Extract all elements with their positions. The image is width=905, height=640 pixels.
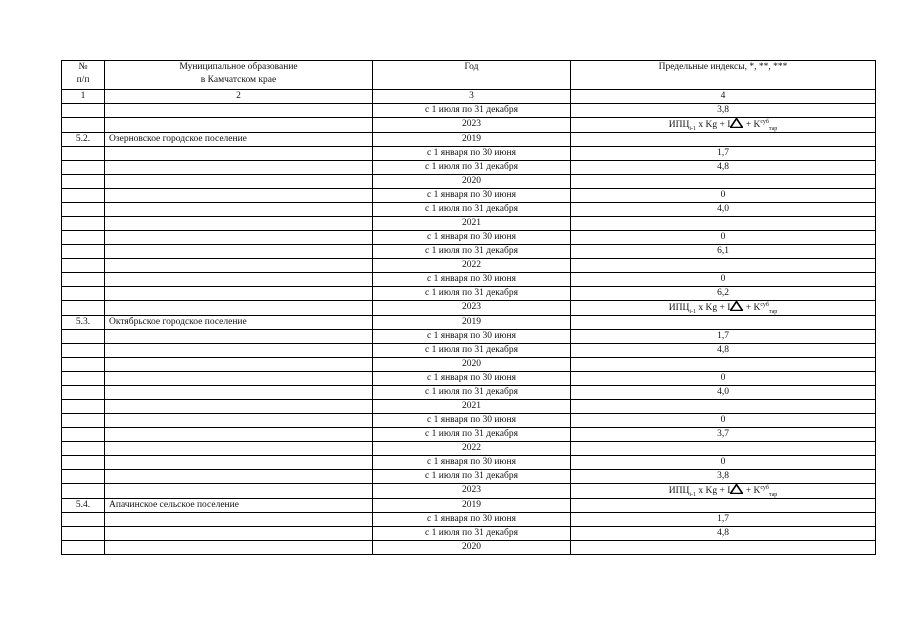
- header-municipality-label-2: в Камчатском крае: [200, 75, 277, 85]
- formula-sup-sub: суб: [760, 118, 769, 125]
- header-indices: [571, 61, 876, 90]
- header-num-label: №: [78, 62, 88, 72]
- row-value: [571, 133, 876, 147]
- row-municipality: [105, 358, 373, 372]
- row-value: [571, 484, 876, 499]
- row-municipality: [105, 104, 373, 118]
- row-municipality: [105, 330, 373, 344]
- row-year: с 1 июля по 31 декабря: [373, 428, 571, 442]
- formula-sub-tar: тар: [768, 491, 778, 498]
- row-municipality: [105, 259, 373, 273]
- row-year: 2019: [373, 499, 571, 513]
- row-value: 0: [571, 372, 876, 386]
- formula-plus-k: + K: [743, 303, 761, 313]
- formula-sub-index: i-1: [689, 308, 696, 315]
- header-municipality: [105, 61, 373, 90]
- row-year: с 1 января по 30 июня: [373, 189, 571, 203]
- row-year: с 1 января по 30 июня: [373, 372, 571, 386]
- row-municipality: [105, 147, 373, 161]
- row-value: 6,1: [571, 245, 876, 259]
- row-year: 2020: [373, 358, 571, 372]
- row-municipality: [105, 245, 373, 259]
- row-year: с 1 января по 30 июня: [373, 330, 571, 344]
- table-row: [62, 484, 876, 499]
- row-municipality: [105, 400, 373, 414]
- row-number: [62, 273, 105, 287]
- table-row: [62, 330, 876, 344]
- row-municipality: [105, 287, 373, 301]
- row-municipality: Озерновское городское поселение: [105, 133, 373, 147]
- table-row: [62, 189, 876, 203]
- row-year: с 1 июля по 31 декабря: [373, 203, 571, 217]
- table-row: [62, 301, 876, 316]
- row-number: [62, 414, 105, 428]
- row-year: с 1 июля по 31 декабря: [373, 344, 571, 358]
- row-municipality: [105, 414, 373, 428]
- formula-cpi: ИПЦ: [668, 303, 690, 313]
- row-number: [62, 372, 105, 386]
- table-row: [62, 273, 876, 287]
- row-number: [62, 161, 105, 175]
- row-municipality: [105, 189, 373, 203]
- row-municipality: [105, 372, 373, 386]
- row-value: [571, 118, 876, 133]
- row-number: [62, 456, 105, 470]
- row-number: 5.3.: [62, 316, 105, 330]
- row-year: 2019: [373, 316, 571, 330]
- row-number: [62, 513, 105, 527]
- row-number: [62, 400, 105, 414]
- row-year: с 1 января по 30 июня: [373, 231, 571, 245]
- row-municipality: [105, 273, 373, 287]
- table-row: [62, 386, 876, 400]
- table-row: [62, 499, 876, 513]
- row-year: с 1 января по 30 июня: [373, 273, 571, 287]
- row-value: 4,0: [571, 386, 876, 400]
- row-number: [62, 527, 105, 541]
- row-value: 0: [571, 273, 876, 287]
- table-row: [62, 217, 876, 231]
- row-value: [571, 217, 876, 231]
- row-year: с 1 января по 30 июня: [373, 414, 571, 428]
- table-header-row: [62, 61, 876, 90]
- row-year: с 1 июля по 31 декабря: [373, 161, 571, 175]
- row-year: с 1 января по 30 июня: [373, 147, 571, 161]
- table-row: [62, 161, 876, 175]
- table-row: [62, 287, 876, 301]
- row-number: [62, 245, 105, 259]
- table-row: [62, 104, 876, 118]
- row-value: 3,8: [571, 104, 876, 118]
- table-row: [62, 344, 876, 358]
- row-municipality: Апачинское сельское поселение: [105, 499, 373, 513]
- row-municipality: [105, 344, 373, 358]
- row-number: [62, 484, 105, 499]
- formula-sup-sub: суб: [760, 301, 769, 308]
- row-number: [62, 217, 105, 231]
- row-value: [571, 442, 876, 456]
- row-municipality: [105, 217, 373, 231]
- row-year: с 1 июля по 31 декабря: [373, 470, 571, 484]
- row-municipality: [105, 386, 373, 400]
- row-value: 4,8: [571, 344, 876, 358]
- row-value: 4,8: [571, 161, 876, 175]
- row-municipality: [105, 456, 373, 470]
- row-number: [62, 189, 105, 203]
- formula-plus-k: + K: [743, 486, 761, 496]
- row-year: с 1 июля по 31 декабря: [373, 104, 571, 118]
- table-row: [62, 428, 876, 442]
- row-year: 2023: [373, 118, 571, 133]
- row-number: [62, 231, 105, 245]
- row-value: 0: [571, 231, 876, 245]
- formula-sub-tar: тар: [768, 125, 778, 132]
- table-row: [62, 316, 876, 330]
- row-number: [62, 541, 105, 555]
- header-num: [62, 61, 105, 90]
- column-numbers-row: [62, 90, 876, 104]
- row-year: с 1 июля по 31 декабря: [373, 245, 571, 259]
- row-municipality: Октябрьское городское поселение: [105, 316, 373, 330]
- row-municipality: [105, 118, 373, 133]
- row-number: [62, 118, 105, 133]
- row-municipality: [105, 203, 373, 217]
- table-row: [62, 259, 876, 273]
- delta-icon: [730, 484, 743, 494]
- row-municipality: [105, 175, 373, 189]
- table-row: [62, 175, 876, 189]
- row-number: [62, 203, 105, 217]
- row-number: [62, 301, 105, 316]
- row-value: [571, 301, 876, 316]
- table-row: [62, 231, 876, 245]
- row-municipality: [105, 541, 373, 555]
- row-value: [571, 259, 876, 273]
- indices-table: [61, 60, 876, 555]
- table-row: [62, 442, 876, 456]
- row-value: 6,2: [571, 287, 876, 301]
- row-value: 1,7: [571, 513, 876, 527]
- row-number: [62, 259, 105, 273]
- table-row: [62, 147, 876, 161]
- row-year: с 1 июля по 31 декабря: [373, 527, 571, 541]
- row-number: 5.4.: [62, 499, 105, 513]
- row-value: 1,7: [571, 147, 876, 161]
- row-year: 2020: [373, 175, 571, 189]
- formula-sub-tar: тар: [768, 308, 778, 315]
- header-year-label: Год: [464, 62, 479, 72]
- table-body: [62, 104, 876, 555]
- row-municipality: [105, 428, 373, 442]
- row-year: 2021: [373, 400, 571, 414]
- row-year: с 1 января по 30 июня: [373, 456, 571, 470]
- formula-cpi: ИПЦ: [668, 120, 690, 130]
- row-number: [62, 442, 105, 456]
- formula-plus-k: + K: [743, 120, 761, 130]
- row-municipality: [105, 231, 373, 245]
- row-municipality: [105, 527, 373, 541]
- table-row: [62, 527, 876, 541]
- row-value: 4,0: [571, 203, 876, 217]
- table-row: [62, 513, 876, 527]
- row-value: 3,8: [571, 470, 876, 484]
- formula-sub-index: i-1: [689, 491, 696, 498]
- row-year: с 1 января по 30 июня: [373, 513, 571, 527]
- row-number: [62, 344, 105, 358]
- row-year: 2023: [373, 301, 571, 316]
- row-year: 2022: [373, 259, 571, 273]
- row-number: [62, 147, 105, 161]
- table-row: [62, 400, 876, 414]
- formula-cpi: ИПЦ: [668, 486, 690, 496]
- table-row: [62, 118, 876, 133]
- table-row: [62, 358, 876, 372]
- row-number: [62, 287, 105, 301]
- row-value: 3,7: [571, 428, 876, 442]
- row-year: 2023: [373, 484, 571, 499]
- row-municipality: [105, 470, 373, 484]
- row-number: [62, 104, 105, 118]
- formula-middle: x Kg + I: [695, 486, 731, 496]
- row-value: [571, 175, 876, 189]
- row-number: [62, 470, 105, 484]
- row-number: [62, 175, 105, 189]
- row-value: [571, 499, 876, 513]
- table-row: [62, 372, 876, 386]
- row-municipality: [105, 301, 373, 316]
- column-number-3: 3: [373, 90, 571, 104]
- table-row: [62, 541, 876, 555]
- formula-sub-index: i-1: [689, 125, 696, 132]
- row-year: с 1 июля по 31 декабря: [373, 386, 571, 400]
- row-value: 0: [571, 189, 876, 203]
- row-number: [62, 428, 105, 442]
- header-municipality-label: Муниципальное образование: [179, 62, 298, 72]
- row-value: [571, 541, 876, 555]
- formula-middle: x Kg + I: [695, 120, 731, 130]
- row-municipality: [105, 161, 373, 175]
- row-number: [62, 330, 105, 344]
- row-municipality: [105, 442, 373, 456]
- row-value: [571, 358, 876, 372]
- row-number: [62, 358, 105, 372]
- row-value: [571, 316, 876, 330]
- row-year: 2022: [373, 442, 571, 456]
- row-year: 2021: [373, 217, 571, 231]
- row-value: 1,7: [571, 330, 876, 344]
- table-row: [62, 470, 876, 484]
- row-number: [62, 386, 105, 400]
- table-row: [62, 414, 876, 428]
- row-municipality: [105, 484, 373, 499]
- row-year: 2019: [373, 133, 571, 147]
- row-year: 2020: [373, 541, 571, 555]
- delta-icon: [730, 118, 743, 128]
- table-row: [62, 456, 876, 470]
- row-value: 0: [571, 414, 876, 428]
- delta-icon: [730, 301, 743, 311]
- column-number-4: 4: [571, 90, 876, 104]
- row-value: 0: [571, 456, 876, 470]
- formula-sup-sub: суб: [760, 484, 769, 491]
- column-number-2: 2: [105, 90, 373, 104]
- header-year: [373, 61, 571, 90]
- row-number: 5.2.: [62, 133, 105, 147]
- formula-middle: x Kg + I: [695, 303, 731, 313]
- table-row: [62, 245, 876, 259]
- row-municipality: [105, 513, 373, 527]
- row-value: 4,8: [571, 527, 876, 541]
- row-year: с 1 июля по 31 декабря: [373, 287, 571, 301]
- table-row: [62, 203, 876, 217]
- column-number-1: 1: [62, 90, 105, 104]
- row-value: [571, 400, 876, 414]
- table-row: [62, 133, 876, 147]
- header-indices-label: Предельные индексы, *, **, ***: [658, 62, 788, 72]
- header-num-label-2: п/п: [76, 75, 90, 85]
